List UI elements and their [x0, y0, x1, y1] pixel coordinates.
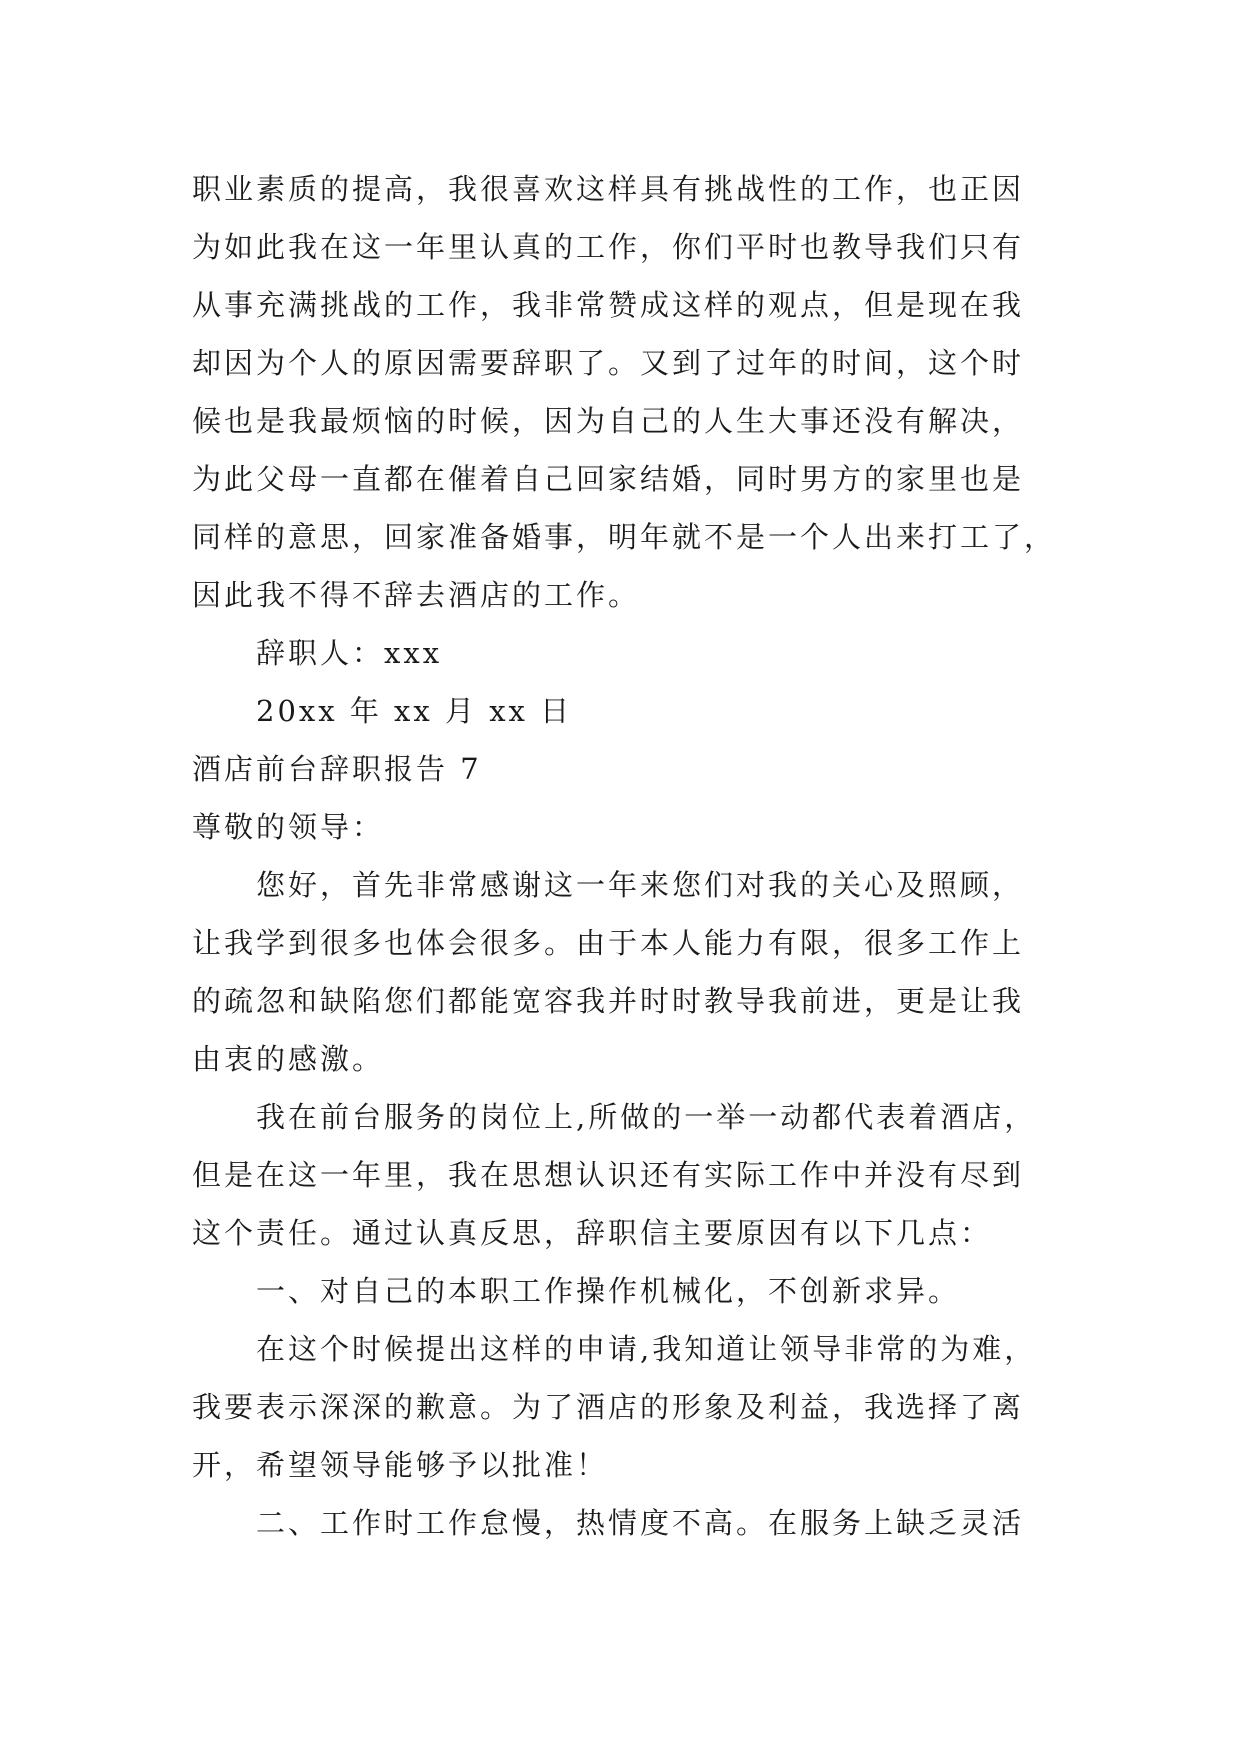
text-line: 我要表示深深的歉意。为了酒店的形象及利益，我选择了离 — [192, 1390, 1025, 1424]
document-body — [192, 160, 1062, 1552]
text-line: 为如此我在这一年里认真的工作，你们平时也教导我们只有 — [192, 230, 1025, 264]
text-line: 的疏忽和缺陷您们都能宽容我并时时教导我前进，更是让我 — [192, 984, 1025, 1018]
text-line: 开，希望领导能够予以批准！ — [192, 1448, 609, 1482]
text-line: 职业素质的提高，我很喜欢这样具有挑战性的工作，也正因 — [192, 172, 1025, 206]
text-line: 让我学到很多也体会很多。由于本人能力有限，很多工作上 — [192, 926, 1025, 960]
text-line: 这个责任。通过认真反思，辞职信主要原因有以下几点： — [192, 1216, 993, 1250]
text-line: 由衷的感激。 — [192, 1042, 385, 1076]
section-title: 酒店前台辞职报告 7 — [192, 752, 482, 786]
text-line: 二、工作时工作怠慢，热情度不高。在服务上缺乏灵活 — [256, 1506, 1025, 1540]
text-line: 一、对自己的本职工作操作机械化，不创新求异。 — [256, 1274, 961, 1308]
text-line: 在这个时候提出这样的申请,我知道让领导非常的为难， — [256, 1332, 1037, 1366]
signature-line: 辞职人：xxx — [256, 636, 443, 670]
text-line: 候也是我最烦恼的时候，因为自己的人生大事还没有解决， — [192, 404, 1025, 438]
date-line: 20xx 年 xx 月 xx 日 — [256, 694, 573, 728]
text-line: 我在前台服务的岗位上,所做的一举一动都代表着酒店， — [256, 1100, 1037, 1134]
text-line: 您好，首先非常感谢这一年来您们对我的关心及照顾， — [256, 868, 1025, 902]
text-line: 同样的意思，回家准备婚事，明年就不是一个人出来打工了， — [192, 520, 1057, 554]
text-line: 因此我不得不辞去酒店的工作。 — [192, 578, 641, 612]
salutation: 尊敬的领导： — [192, 810, 385, 844]
text-line: 但是在这一年里，我在思想认识还有实际工作中并没有尽到 — [192, 1158, 1025, 1192]
text-line: 为此父母一直都在催着自己回家结婚，同时男方的家里也是 — [192, 462, 1025, 496]
text-line: 从事充满挑战的工作，我非常赞成这样的观点，但是现在我 — [192, 288, 1025, 322]
text-line: 却因为个人的原因需要辞职了。又到了过年的时间，这个时 — [192, 346, 1025, 380]
